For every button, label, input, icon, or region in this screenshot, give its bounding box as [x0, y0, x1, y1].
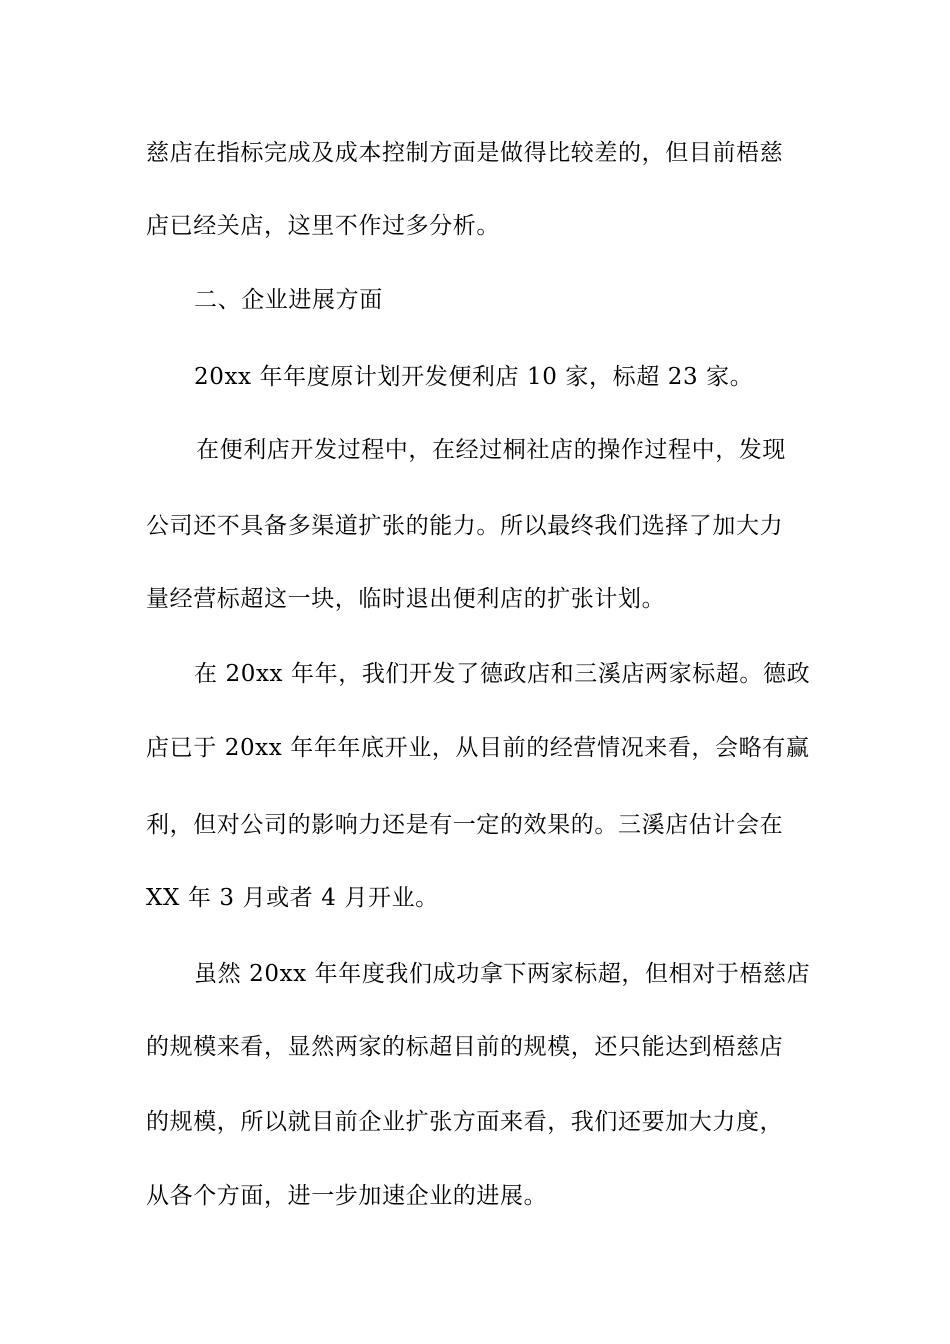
- paragraph-line: 公司还不具备多渠道扩张的能力。所以最终我们选择了加大力: [146, 513, 784, 539]
- paragraph-line: 20xx 年年度原计划开发便利店 10 家，标超 23 家。: [194, 364, 754, 390]
- paragraph-line: 虽然 20xx 年年度我们成功拿下两家标超，但相对于梧慈店: [194, 961, 811, 987]
- paragraph-line: 量经营标超这一块，临时退出便利店的扩张计划。: [146, 586, 666, 612]
- paragraph-line: 利，但对公司的影响力还是有一定的效果的。三溪店估计会在: [146, 812, 784, 838]
- paragraph-line: 在便利店开发过程中，在经过桐社店的操作过程中，发现: [196, 437, 786, 463]
- paragraph-line: 店已于 20xx 年年年底开业，从目前的经营情况来看，会略有赢: [146, 735, 810, 761]
- paragraph-line: 从各个方面，进一步加速企业的进展。: [146, 1183, 548, 1209]
- paragraph-line: 的规模来看，显然两家的标超目前的规模，还只能达到梧慈店: [146, 1034, 784, 1060]
- paragraph-line: 在 20xx 年年，我们开发了德政店和三溪店两家标超。德政: [194, 661, 811, 687]
- paragraph-line: 的规模，所以就目前企业扩张方面来看，我们还要加大力度，: [146, 1109, 784, 1135]
- paragraph-line: 店已经关店，这里不作过多分析。: [146, 213, 500, 239]
- paragraph-line: XX 年 3 月或者 4 月开业。: [146, 885, 439, 911]
- paragraph-line: 慈店在指标完成及成本控制方面是做得比较差的，但目前梧慈: [146, 140, 784, 166]
- section-heading: 二、企业进展方面: [194, 287, 383, 313]
